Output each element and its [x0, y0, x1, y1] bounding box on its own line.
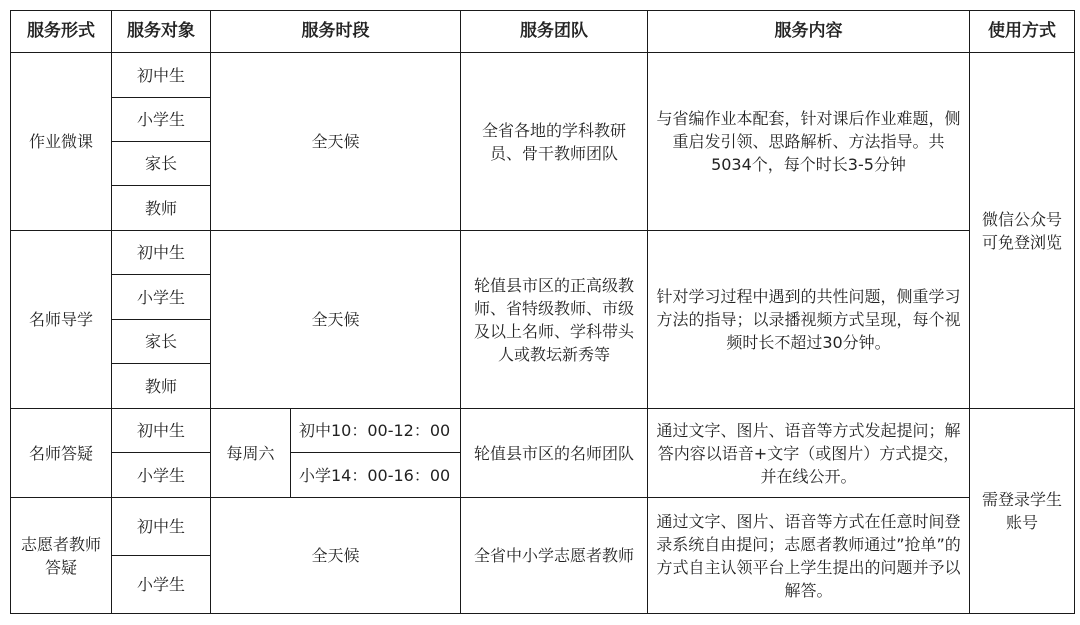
- target-cell: 教师: [112, 364, 211, 409]
- form-cell: 志愿者教师答疑: [11, 498, 112, 614]
- period-cell: 全天候: [211, 498, 461, 614]
- period-cell: 全天候: [211, 53, 461, 231]
- form-cell: 名师导学: [11, 231, 112, 409]
- header-form: 服务形式: [11, 11, 112, 53]
- team-cell: 轮值县市区的正高级教师、省特级教师、市级及以上名师、学科带头人或教坛新秀等: [461, 231, 648, 409]
- table-row: [11, 53, 1075, 98]
- header-row: [11, 11, 1075, 53]
- header-usage: 使用方式: [970, 11, 1075, 53]
- header-team: 服务团队: [461, 11, 648, 53]
- target-cell: 初中生: [112, 231, 211, 275]
- form-cell: 作业微课: [11, 53, 112, 231]
- target-cell: 初中生: [112, 498, 211, 556]
- header-period: 服务时段: [211, 11, 461, 53]
- service-table-container: [10, 10, 1075, 614]
- target-cell: 初中生: [112, 409, 211, 453]
- target-cell: 小学生: [112, 453, 211, 498]
- target-cell: 小学生: [112, 275, 211, 320]
- content-cell: 通过文字、图片、语音等方式发起提问；解答内容以语音+文字（或图片）方式提交，并在线公开。: [648, 409, 970, 498]
- period-cell: 全天候: [211, 231, 461, 409]
- period-time-cell: 小学14：00-16：00: [291, 453, 461, 498]
- content-cell: 针对学习过程中遇到的共性问题，侧重学习方法的指导；以录播视频方式呈现，每个视频时长不超过30分钟。: [648, 231, 970, 409]
- header-content: 服务内容: [648, 11, 970, 53]
- content-cell: 与省编作业本配套，针对课后作业难题，侧重启发引领、思路解析、方法指导。共5034个，每个时长3-5分钟: [648, 53, 970, 231]
- period-time-cell: 初中10：00-12：00: [291, 409, 461, 453]
- service-table: [10, 10, 1075, 614]
- team-cell: 全省各地的学科教研员、骨干教师团队: [461, 53, 648, 231]
- table-row: [11, 409, 1075, 453]
- usage-cell: 需登录学生账号: [970, 409, 1075, 614]
- form-cell: 名师答疑: [11, 409, 112, 498]
- table-row: [11, 498, 1075, 556]
- target-cell: 教师: [112, 186, 211, 231]
- period-cell: 每周六: [211, 409, 291, 498]
- target-cell: 小学生: [112, 556, 211, 614]
- target-cell: 小学生: [112, 98, 211, 142]
- team-cell: 轮值县市区的名师团队: [461, 409, 648, 498]
- header-target: 服务对象: [112, 11, 211, 53]
- table-row: [11, 231, 1075, 275]
- target-cell: 家长: [112, 142, 211, 186]
- usage-cell: 微信公众号可免登浏览: [970, 53, 1075, 409]
- target-cell: 初中生: [112, 53, 211, 98]
- target-cell: 家长: [112, 320, 211, 364]
- content-cell: 通过文字、图片、语音等方式在任意时间登录系统自由提问；志愿者教师通过”抢单”的方式自主认领平台上学生提出的问题并予以解答。: [648, 498, 970, 614]
- team-cell: 全省中小学志愿者教师: [461, 498, 648, 614]
